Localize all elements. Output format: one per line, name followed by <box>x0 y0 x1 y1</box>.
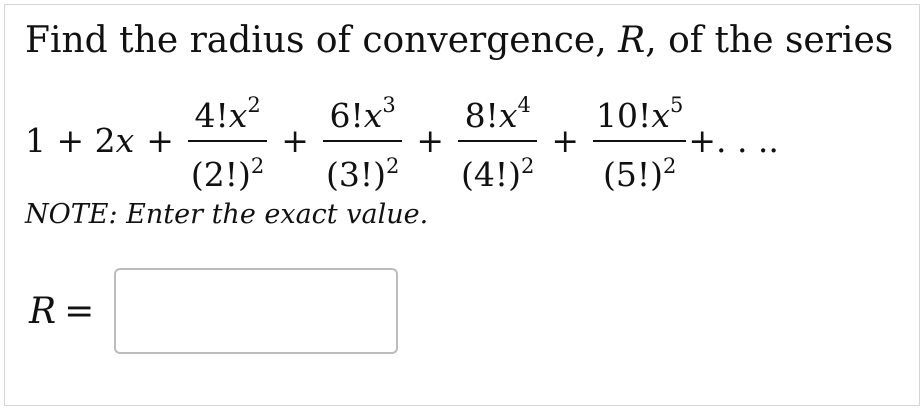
term-numerator: $8!x^4$ <box>464 93 531 135</box>
plus-sign: + <box>551 120 580 160</box>
series-lead-terms: 1 + 2 <box>25 120 116 160</box>
fraction-bar <box>323 140 402 142</box>
term-denominator: $(5!)^2$ <box>602 154 677 194</box>
fraction-bar <box>593 140 686 142</box>
question-variable: R <box>618 20 646 61</box>
fraction-bar <box>188 140 267 142</box>
plus-sign: + <box>281 120 309 160</box>
answer-label: R <box>29 290 57 332</box>
term-denominator: $(3!)^2$ <box>325 154 400 194</box>
question-prefix: Find the radius of convergence, <box>25 20 619 61</box>
term-numerator: $4!x^2$ <box>194 93 261 135</box>
term-denominator: $(2!)^2$ <box>190 154 265 194</box>
term-numerator: $6!x^3$ <box>329 93 396 135</box>
plus-sign: + <box>416 120 444 160</box>
series-expression <box>25 85 845 195</box>
question-suffix: , of the series <box>645 20 894 61</box>
question-text <box>25 17 893 65</box>
series-tail: +. . .. <box>688 120 779 160</box>
term-numerator: $10!x^5$ <box>596 93 684 135</box>
answer-row <box>29 267 398 355</box>
series-lead-variable: x <box>115 120 135 160</box>
fraction-bar <box>458 140 537 142</box>
equals-sign: = <box>64 290 95 332</box>
series-term-3 <box>458 85 537 195</box>
series-term-1 <box>188 85 267 195</box>
term-denominator: $(4!)^2$ <box>461 154 535 194</box>
plus-sign: + <box>146 120 174 160</box>
note-text: NOTE: Enter the exact value. <box>25 199 429 230</box>
radius-answer-input[interactable] <box>114 268 398 354</box>
problem-card <box>4 4 920 406</box>
series-term-2 <box>323 85 402 195</box>
series-term-4 <box>593 85 686 195</box>
